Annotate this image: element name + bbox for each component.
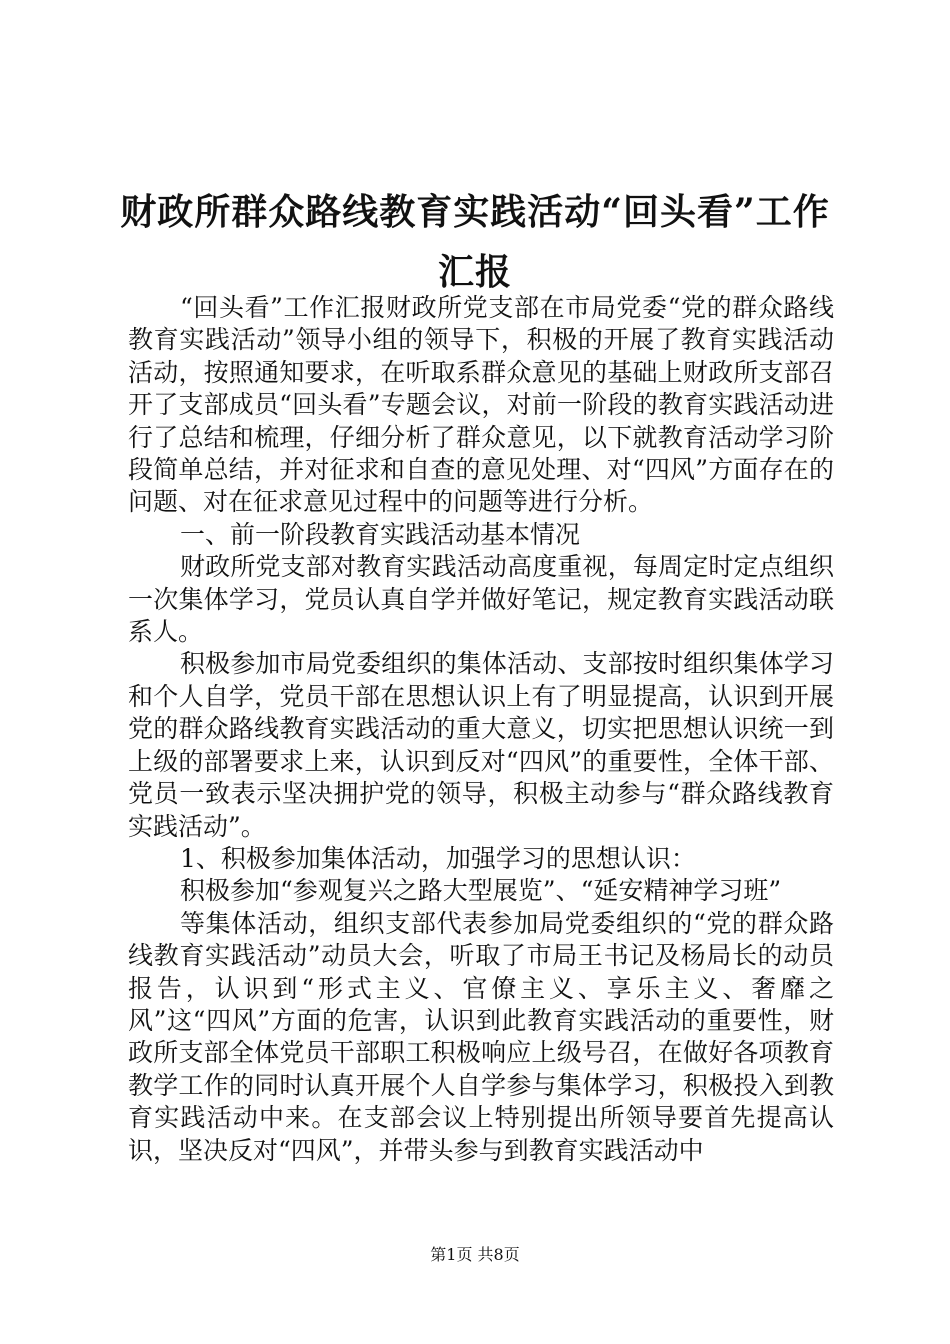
page-number-footer: 第1页 共8页 [430,1245,520,1264]
paragraph-intro: “回头看”工作汇报财政所党支部在市局党委“党的群众路线教育实践活动”领导小组的领导下，积极的开展了教育实践活动活动，按照通知要求，在听取系群众意见的基础上财政所支部召开了支部成员“回头看”专题会议，对前一阶段的教育实践活动进行了总结和梳理，仔细分析了群众意见，以下就教育活动学习阶段简单总结，并对征求和自查的意见处理、对“四风”方面存在的问题、对在征求意见过程中的问题等进行分析。 [128,293,834,517]
paragraph: 财政所党支部对教育实践活动高度重视，每周定时定点组织一次集体学习，党员认真自学并做好笔记，规定教育实践活动联系人。 [128,552,834,647]
document-title: 财政所群众路线教育实践活动“回头看”工作汇报 [120,191,830,293]
paragraph: 积极参加市局党委组织的集体活动、支部按时组织集体学习和个人自学，党员干部在思想认识上有了明显提高，认识到开展党的群众路线教育实践活动的重大意义，切实把思想认识统一到上级的部署要求上来，认识到反对“四风”的重要性，全体干部、党员一致表示坚决拥护党的领导，积极主动参与“群众路线教育实践活动”。 [128,649,834,841]
section-heading: 一、前一阶段教育实践活动基本情况 [180,519,581,549]
paragraph: 积极参加“参观复兴之路大型展览”、“延安精神学习班” [180,876,782,906]
document-body [128,292,834,1167]
subsection-heading: 1、积极参加集体活动，加强学习的思想认识： [180,843,696,873]
paragraph: 等集体活动，组织支部代表参加局党委组织的“党的群众路线教育实践活动”动员大会，听取了市局王书记及杨局长的动员报告，认识到“形式主义、官僚主义、享乐主义、奢靡之风”这“四风”方面的危害，认识到此教育实践活动的重要性，财政所支部全体党员干部职工积极响应上级号召，在做好各项教育教学工作的同时认真开展个人自学参与集体学习，积极投入到教育实践活动中来。在支部会议上特别提出所领导要首先提高认识，坚决反对“四风”，并带头参与到教育实践活动中 [128,908,834,1165]
